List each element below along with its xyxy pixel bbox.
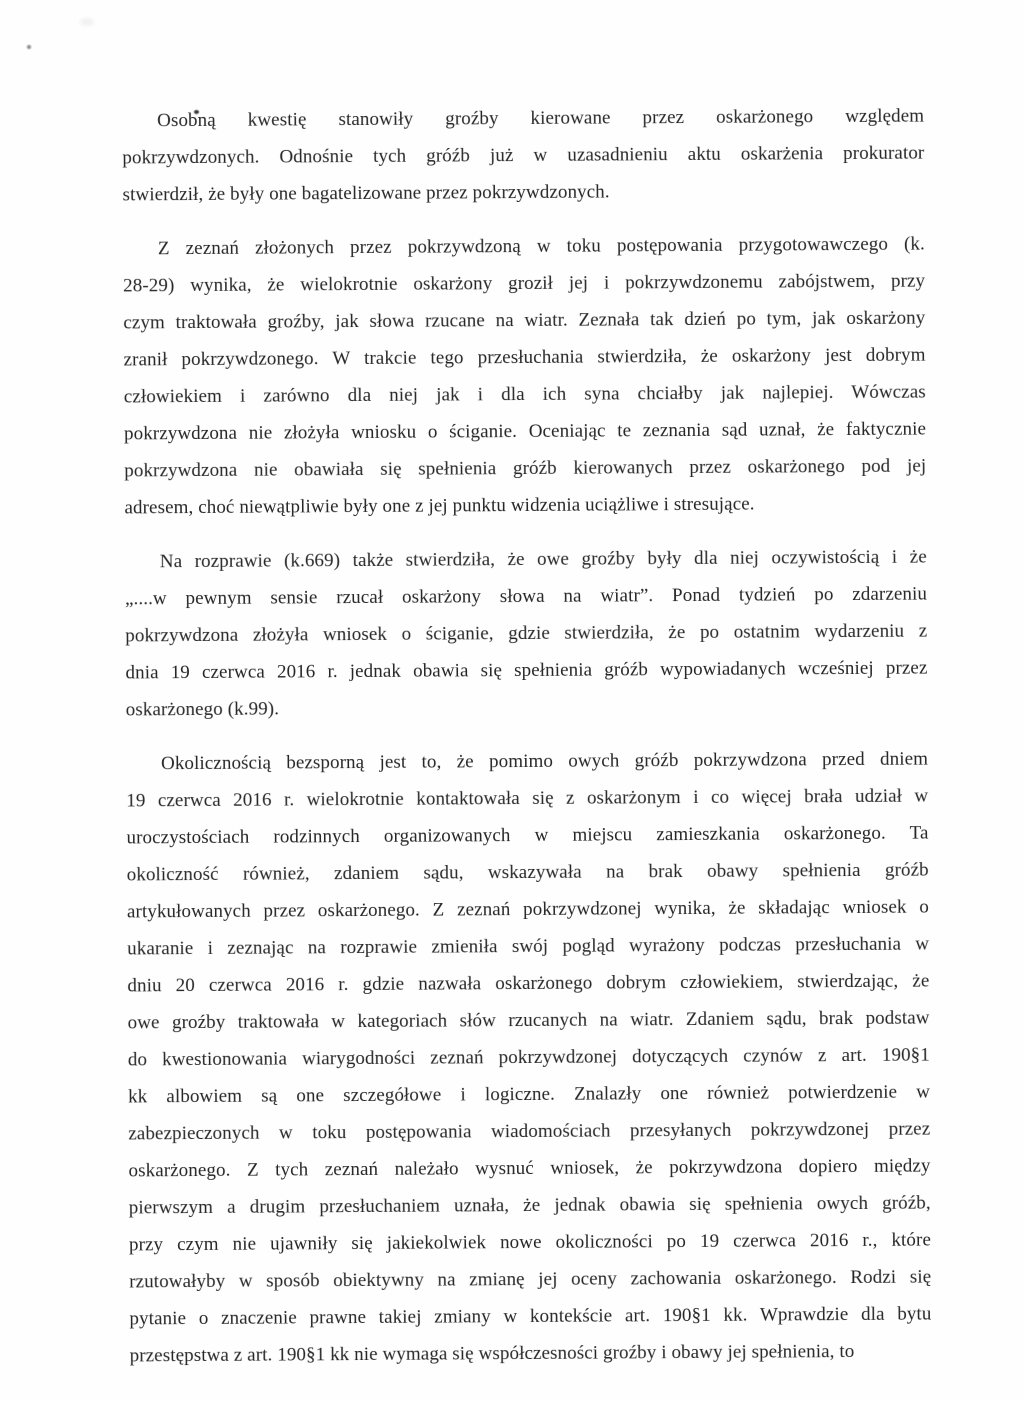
text-line: Z zeznań złożonych przez pokrzywdzoną w toku postępowania przygotowawczego (k. <box>157 233 925 260</box>
text-line: okoliczność również, zdaniem sądu, wskazywała na brak obawy spełnienia gróźb <box>126 859 929 886</box>
text-line: oskarżonego (k.99). <box>125 698 280 721</box>
text-line: kk albowiem są one szczegółowe i logiczne. Znalazły one również potwierdzenie w <box>128 1081 931 1108</box>
paragraph <box>122 98 925 214</box>
text-line: 19 czerwca 2016 r. wielokrotnie kontaktowała się z oskarżonym i co więcej brała udział w <box>126 785 929 812</box>
text-line: pierwszym a drugim przesłuchaniem uznała, że jednak obawia się spełnienia owych gróźb, <box>128 1192 931 1219</box>
text-line: artykułowanych przez oskarżonego. Z zeznań pokrzywdzonej wynika, że składając wniosek o <box>126 896 930 923</box>
text-line: Na rozprawie (k.669) także stwierdziła, że owe groźby były dla niej oczywistością i że <box>159 546 927 573</box>
text-line: oskarżonego. Z tych zeznań należało wysnuć wniosek, że pokrzywdzona dopiero między <box>128 1155 931 1182</box>
paragraph <box>123 226 927 527</box>
text-line: pokrzywdzona nie złożyła wniosku o ściganie. Oceniając te zeznania sąd uznał, że faktycznie <box>123 418 927 445</box>
text-line: „....w pewnym sensie rzucał oskarżony słowa na wiatr”. Ponad tydzień po zdarzeniu <box>124 583 928 610</box>
text-line: dnia 19 czerwca 2016 r. jednak obawia się spełnienia gróźb wypowiadanych wcześniej przez <box>125 657 928 684</box>
text-line: człowiekiem i zarówno dla niej jak i dla ich syna chciałby jak najlepiej. Wówczas <box>123 381 926 408</box>
text-line: rzutowałyby w sposób obiektywny na zmianę jej oceny zachowania oskarżonego. Rodzi się <box>129 1266 932 1293</box>
text-line: 28-29) wynika, że wielokrotnie oskarżony groził jej i pokrzywdzonemu zabójstwem, przy <box>123 270 926 297</box>
paragraph <box>126 741 932 1375</box>
text-line: dniu 20 czerwca 2016 r. gdzie nazwała oskarżonego dobrym człowiekiem, stwierdzając, że <box>127 970 930 997</box>
text-line: Osobną kwestię stanowiły groźby kierowane przez oskarżonego względem <box>157 105 925 132</box>
text-line: przestępstwa z art. 190§1 kk nie wymaga się współczesności groźby i obawy jej spełnienia, to <box>129 1340 855 1367</box>
text-line: Okolicznością bezsporną jest to, że pomimo owych gróźb pokrzywdzona przed dniem <box>160 748 929 775</box>
text-line: pokrzywdzona złożyła wniosek o ściganie, gdzie stwierdziła, że po ostatnim wydarzeniu z <box>125 620 928 647</box>
text-line: przy czym nie ujawniły się jakiekolwiek nowe okoliczności po 19 czerwca 2016 r., które <box>128 1229 932 1256</box>
text-line: owe groźby traktowała w kategoriach słów rzucanych na wiatr. Zdaniem sądu, brak podstaw <box>127 1007 930 1034</box>
text-line: zabezpieczonych w toku postępowania wiadomościach przesyłanych pokrzywdzonej przez <box>128 1118 931 1145</box>
text-line: do kwestionowania wiarygodności zeznań pokrzywdzonej dotyczących czynów z art. 190§1 <box>127 1044 930 1071</box>
text-line: pytanie o znaczenie prawne takiej zmiany w kontekście art. 190§1 kk. Wprawdzie dla bytu <box>129 1303 932 1330</box>
text-line: pokrzywdzonych. Odnośnie tych gróźb już w uzasadnieniu aktu oskarżenia prokurator <box>122 142 925 169</box>
text-line: pokrzywdzona nie obawiała się spełnienia gróźb kierowanych przez oskarżonego pod jej <box>124 455 927 482</box>
text-line: czym traktowała groźby, jak słowa rzucane na wiatr. Zeznała tak dzień po tym, jak oskarżony <box>123 307 926 334</box>
scan-artifact <box>80 18 94 26</box>
text-line: ukaranie i zeznając na rozprawie zmieniła swój pogląd wyrażony podczas przesłuchania w <box>127 933 930 960</box>
text-line: uroczystościach rodzinnych organizowanych w miejscu zamieszkania oskarżonego. Ta <box>126 822 929 849</box>
document-text <box>122 98 932 1392</box>
text-line: stwierdził, że były one bagatelizowane przez pokrzywdzonych. <box>122 181 610 206</box>
scan-speck <box>27 45 31 49</box>
paragraph <box>125 539 928 729</box>
text-line: adresem, choć niewątpliwie były one z jej punktu widzenia uciążliwe i stresujące. <box>124 493 755 519</box>
text-line: zranił pokrzywdzonego. W trakcie tego przesłuchania stwierdziła, że oskarżony jest dobrym <box>123 344 926 371</box>
